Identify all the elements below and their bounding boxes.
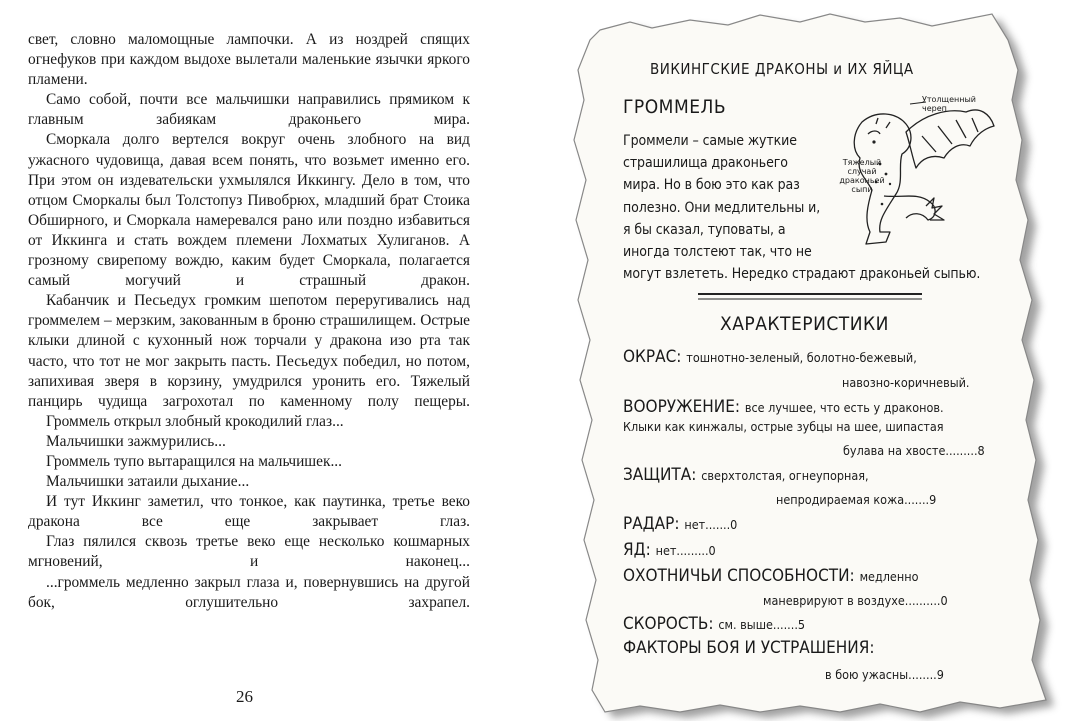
stat-label-weapons: ВООРУЖЕНИЕ: все лучшее, что есть у драконов. (623, 397, 944, 417)
page-number: 26 (236, 687, 253, 706)
stat-label-radar: РАДАР: нет.......0 (623, 514, 738, 534)
stat-value-color-cont: навозно-коричневый. (842, 375, 970, 390)
description-line-7: могут взлететь. Нередко страдают драконьей сыпью. (623, 266, 981, 282)
paragraph-1: свет, словно маломощные лампочки. А из ноздрей спящих огнефуков при каждом выдохе вылетали маленькие язычки яркого пламени. (28, 31, 470, 89)
stat-label-defense: ЗАЩИТА: сверхтолстая, огнеупорная, (623, 465, 869, 485)
card-title: ВИКИНГСКИЕ ДРАКОНЫ и ИХ ЯЙЦА (650, 60, 914, 78)
paragraph-11: ...громмель медленно закрыл глаза и, повернувшись на другой бок, оглушительно захрапел. (28, 573, 470, 611)
left-page (28, 30, 470, 710)
paragraph-2: Само собой, почти все мальчишки направились прямиком к главным забиякам драконьего мира. (28, 91, 470, 129)
description-line-4: полезно. Они медлительны и, (623, 200, 821, 216)
description-line-2: страшилища драконьего (623, 155, 788, 171)
paragraph-9: И тут Иккинг заметил, что тонкое, как паутинка, третье веко дракона все еще закрывает глаз. (28, 493, 470, 531)
dragon-card (560, 0, 1071, 721)
description-line-3: мира. Но в бою это как раз (623, 177, 800, 193)
stat-label-color: ОКРАС: тошнотно-зеленый, болотно-бежевый, (623, 347, 917, 367)
stats-heading: ХАРАКТЕРИСТИКИ (720, 313, 889, 335)
stat-value-defense-score: непродираемая кожа.......9 (776, 492, 937, 507)
paragraph-8: Мальчишки затаили дыхание... (46, 473, 250, 491)
stat-label-fear: ФАКТОРЫ БОЯ И УСТРАШЕНИЯ: (623, 638, 875, 658)
paragraph-3: Сморкала долго вертелся вокруг очень злобного на вид ужасного чудовища, давая всем понять, что возьмет именно его. При этом он издевательски ухмылялся Иккингу. Дело в том, что отцом Сморкалы был Толстопуз Пивобрюх, младший брат Стоика Обширного, и Сморкала намеревался рано или поздно избавиться от Иккинга и стать вождем племени Лохматых Хулиганов. А грозному свирепому вождю, каким будет Сморкала, полагается самый могучий и страшный дракон. (28, 131, 470, 290)
stat-label-poison: ЯД: нет.........0 (623, 540, 716, 560)
description-line-6: иногда толстеют так, что не (623, 244, 812, 260)
description-line-5: я бы сказал, туповаты, а (623, 222, 786, 238)
paragraph-10: Глаз пялился сквозь третье веко еще несколько кошмарных мгновений, и наконец... (28, 533, 470, 571)
paragraph-5: Громмель открыл злобный крокодилий глаз... (46, 412, 344, 430)
stat-label-speed: СКОРОСТЬ: см. выше.......5 (623, 614, 806, 634)
annotation-skull: Утолщенный череп (922, 95, 976, 113)
paragraph-7: Громмель тупо вытаращился на мальчишек... (46, 452, 343, 470)
stat-label-hunting: ОХОТНИЧЬИ СПОСОБНОСТИ: медленно (623, 566, 919, 586)
stat-value-hunting-score: маневрируют в воздухе..........0 (763, 593, 948, 608)
annotation-rash: Тяжелый случай драконьей сыпи (839, 158, 885, 194)
description-line-1: Громмели – самые жуткие (623, 133, 797, 149)
stat-value-weapons-score: булава на хвосте.........8 (843, 443, 985, 458)
dragon-name: ГРОММЕЛЬ (623, 96, 727, 118)
paragraph-6: Мальчишки зажмурились... (46, 432, 226, 450)
paragraph-4: Кабанчик и Песьедух громким шепотом переругивались над громмелем – мерзким, закованным в броню страшилищем. Острые клыки длиной с кухонный нож торчали у дракона изо рта так часто, что тот не мог закрыть пасть. Песьедух победил, но потом, запихивая зверя в корзину, умудрился уронить его. Тяжелый панцирь чудища загрохотал по каменному полу пещеры. (28, 292, 470, 410)
stat-value-weapons-cont: Клыки как кинжалы, острые зубцы на шее, шипастая (623, 419, 944, 434)
stat-value-fear-score: в бою ужасны........9 (825, 667, 944, 682)
